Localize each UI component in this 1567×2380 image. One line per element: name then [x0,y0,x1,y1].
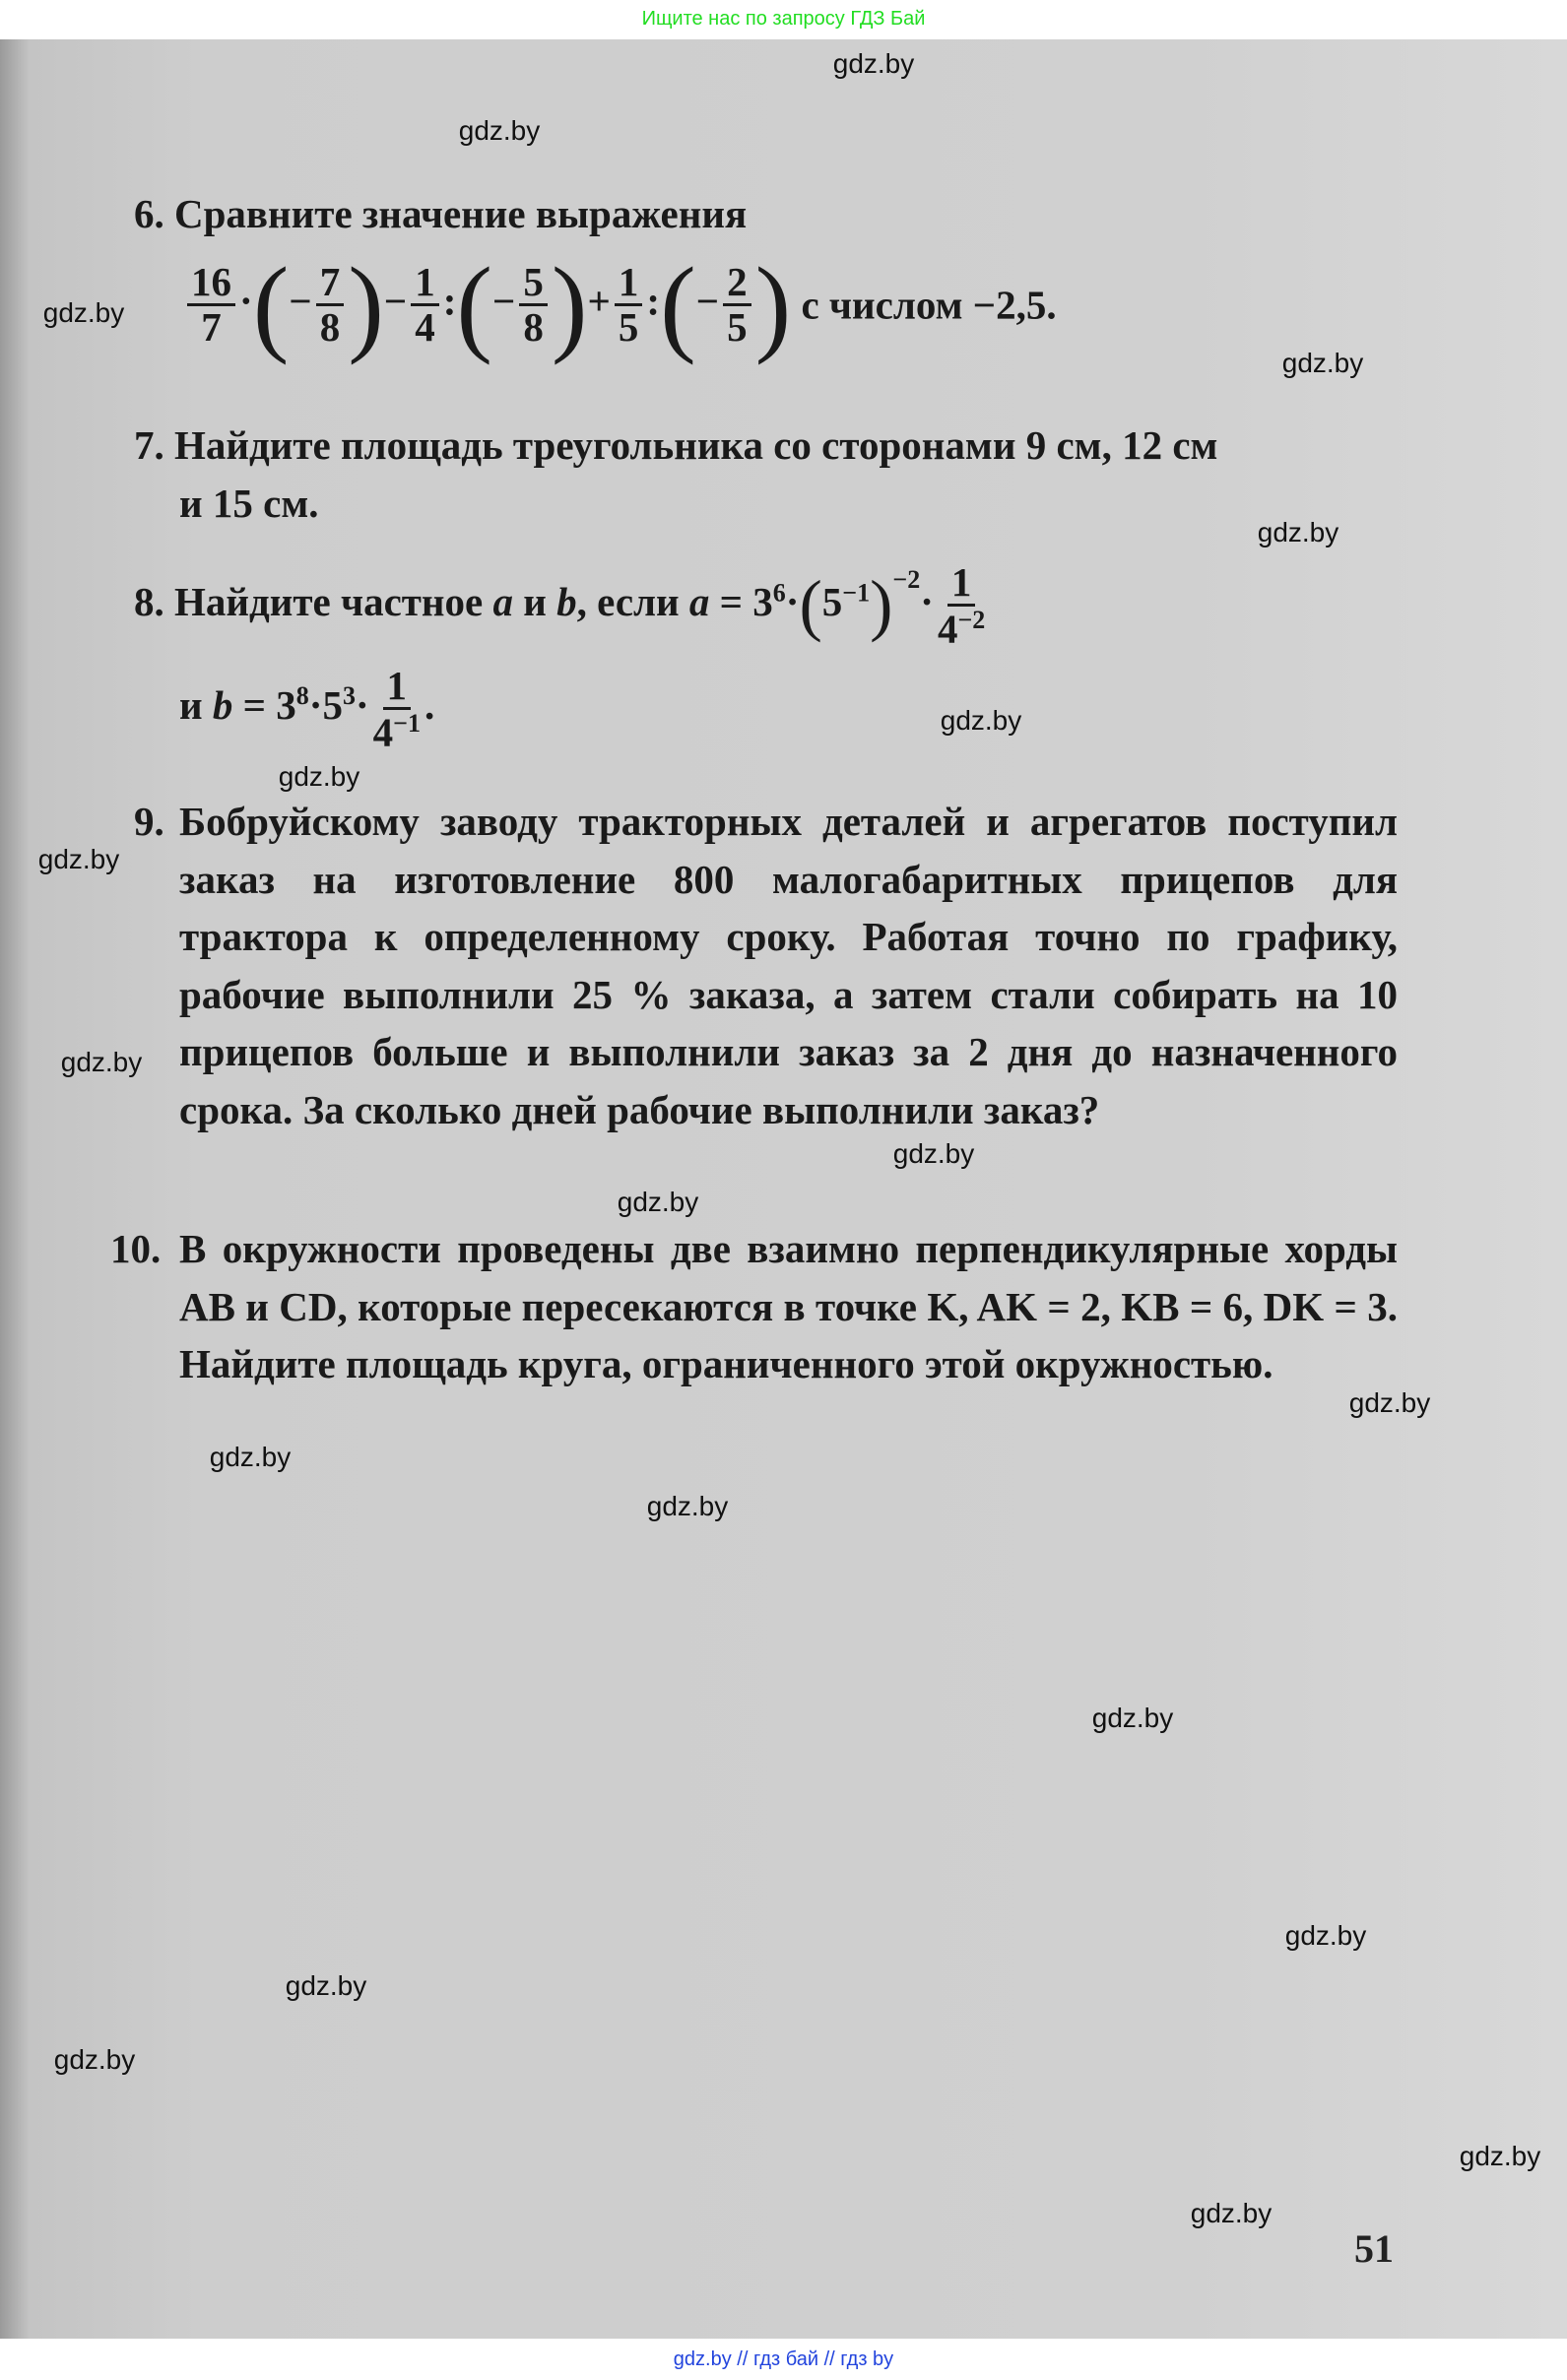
denominator [938,607,985,651]
base: 5 [322,681,343,728]
watermark: gdz.by [1281,348,1364,378]
fraction [615,261,643,349]
denominator: 5 [727,304,748,351]
fraction [411,261,439,349]
watermark: gdz.by [37,844,120,874]
base: 4 [372,709,394,755]
expression: = 3 [242,681,296,728]
problem-text-continued: и 15 см. [179,480,319,526]
exponent: −1 [842,578,871,608]
denominator: 5 [618,304,639,351]
watermark: gdz.by [832,48,915,79]
base: 4 [937,606,958,652]
exponent: −2 [957,606,986,635]
problem-number: 6. [134,191,164,236]
problem-number: 8. [134,579,164,624]
fraction [723,261,751,349]
problem-7 [134,417,1398,532]
fraction [187,261,235,349]
watermark: gdz.by [1459,2141,1541,2171]
watermark: gdz.by [1284,1920,1367,1951]
exponent: 6 [772,578,786,608]
watermark: gdz.by [940,705,1022,736]
fraction [372,662,421,755]
problem-text: Найдите частное [174,579,484,624]
fraction [519,261,548,349]
exponent: −2 [892,565,921,594]
fraction [938,561,985,651]
watermark: gdz.by [53,2044,136,2075]
watermark: gdz.by [278,761,360,792]
numerator: 16 [187,261,235,306]
exponent: 3 [342,681,356,711]
denominator: 8 [523,304,544,351]
problem-9 [134,793,1398,1139]
expression-tail: с числом −2,5. [801,282,1057,328]
problem-8: 8. Найдите частное a и b, если $a = 3^6\cdot(5^{-1})^{-2}\cdot$ $\frac{1}{4^{-2}}$ и $b = 3^8\cdot 5^3\cdot$ $\frac{1}{4^{-1}}$ . [134,559,986,755]
top-banner[interactable]: Ищите нас по запросу ГДЗ Бай [641,8,926,30]
watermark: gdz.by [60,1047,143,1077]
exponent: −1 [393,709,421,739]
numerator: 2 [723,261,751,306]
watermark: gdz.by [892,1138,975,1169]
bottom-banner[interactable]: gdz.by // гдз бай // гдз by [673,2348,894,2370]
variable-b: b [556,579,577,624]
watermark: gdz.by [646,1491,729,1521]
problem-text: Найдите площадь треугольника со сторонами 9 см, 12 см [174,422,1218,468]
problem-text: Бобруйскому заводу тракторных деталей и агрегатов поступил заказ на изготовление 800 малогабаритных прицепов для трактора к определенному сроку. Работая точно по графику, рабочие выполнили 25 % заказа, а затем стали собирать на 10 прицепов больше и выполнили заказ за 2 дня до назначенного срока. За сколько дней рабочие выполнили заказ? [179,799,1398,1132]
variable-a: a [688,579,710,624]
expression: = 3 [719,579,773,624]
numerator: 1 [383,665,412,710]
problem-text: В окружности проведены две взаимно перпендикулярные хорды AB и CD, которые пересекаются в точке K, AK = 2, KB = 6, DK = 3. Найдите площадь круга, ограниченного этой окружностью. [179,1226,1398,1387]
watermark: gdz.by [1348,1387,1431,1418]
problem-text: Сравните значение выражения [174,191,748,236]
watermark: gdz.by [1091,1703,1174,1733]
watermark: gdz.by [42,297,125,328]
numerator: 7 [316,261,345,306]
problem-number: 7. [134,422,164,468]
denominator: 4 [415,304,435,351]
problem-number: 9. [134,799,164,844]
page-number: 51 [1354,2226,1394,2271]
problem-10 [110,1220,1398,1393]
fraction [316,261,345,349]
watermark: gdz.by [285,1970,367,2001]
numerator: 1 [615,261,643,306]
variable-b: b [212,681,233,728]
condition-word: , если [576,579,680,624]
variable-a: a [492,579,513,624]
denominator: 7 [201,304,222,351]
expression: $\frac{16}{7}$ ·(− $\frac{7}{8}$ )− $\frac{1}{4}$ :(− $\frac{5}{8}$ )+ $\frac{1}{5}$ :(− $\frac{2}{5}$ ) с числом −2,5. [183,251,1398,359]
watermark: gdz.by [1257,517,1339,547]
watermark: gdz.by [1190,2198,1273,2228]
watermark: gdz.by [209,1442,292,1472]
watermark: gdz.by [617,1187,699,1217]
numerator: 5 [519,261,548,306]
conjunction: и [179,681,203,728]
numerator: 1 [947,561,976,607]
watermark: gdz.by [458,115,541,146]
conjunction: и [523,579,547,624]
exponent: 8 [295,681,309,711]
denominator [373,710,421,754]
base: 5 [821,579,843,624]
textbook-page [0,39,1567,2339]
numerator: 1 [411,261,439,306]
problem-number: 10. [110,1226,162,1271]
denominator: 8 [319,304,341,351]
